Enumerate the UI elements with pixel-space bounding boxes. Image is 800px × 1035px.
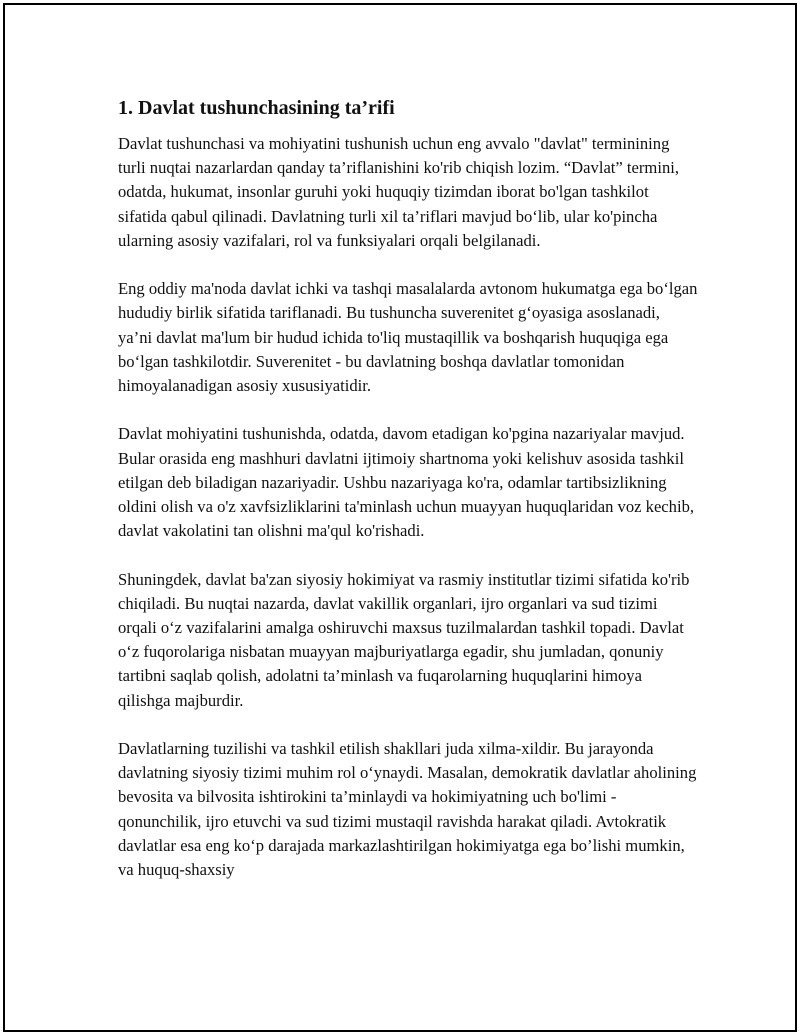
paragraph-5: Davlatlarning tuzilishi va tashkil etilish shakllari juda xilma-xildir. Bu jarayonda davlatning siyosiy tizimi muhim rol o‘ynaydi. Masalan, demokratik davlatlar aholining bevosita va bilvosita ishtirokini ta’minlaydi va hokimiyatning uch bo'limi - qonunchilik, ijro etuvchi va sud tizimi mustaqil ravishda harakat qiladi. Avtokratik davlatlar esa eng ko‘p darajada markazlashtirilgan hokimiyatga ega bo’lishi mumkin, va huquq-shaxsiy — [118, 739, 697, 880]
paragraph-2: Eng oddiy ma'noda davlat ichki va tashqi masalalarda avtonom hukumatga ega bo‘lgan hududiy birlik sifatida tariflanadi. Bu tushuncha suverenitet g‘oyasiga asoslanadi, ya’ni davlat ma'lum bir hudud ichida to'liq mustaqillik va boshqarish huquqiga ega bo‘lgan tashkilotdir. Suverenitet - bu davlatning boshqa davlatlar tomonidan himoyalanadigan asosiy xususiyatidir. — [118, 279, 698, 396]
paragraph-1: Davlat tushunchasi va mohiyatini tushunish uchun eng avvalo "davlat" terminining turli nuqtai nazarlardan qanday ta’riflanishini ko'rib chiqish lozim. “Davlat” termini, odatda, hukumat, insonlar guruhi yoki huquqiy tizimdan iborat bo'lgan tashkilot sifatida qabul qilinadi. Davlatning turli xil ta’riflari mavjud bo‘lib, ular ko'pincha ularning asosiy vazifalari, rol va funksiyalari orqali belgilanadi. — [118, 134, 680, 250]
section-heading: 1. Davlat tushunchasining ta’rifi — [118, 97, 395, 119]
document-body — [118, 95, 698, 906]
paragraph-4: Shuningdek, davlat ba'zan siyosiy hokimiyat va rasmiy institutlar tizimi sifatida ko'rib chiqiladi. Bu nuqtai nazarda, davlat vakillik organlari, ijro organlari va sud tizimi orqali o‘z vazifalarini amalga oshiruvchi maxsus tuzilmalardan tashkil topadi. Davlat o‘z fuqorolariga nisbatan muayyan majburiyatlarga egadir, shu jumladan, qonuniy tartibni saqlab qolish, adolatni ta’minlash va fuqarolarning huquqlarini himoya qilishga majburdir. — [118, 569, 690, 710]
paragraph-3: Davlat mohiyatini tushunishda, odatda, davom etadigan ko'pgina nazariyalar mavjud. Bular orasida eng mashhuri davlatni ijtimoiy shartnoma yoki kelishuv asosida tashkil etilgan deb biladigan nazariyadir. Ushbu nazariyaga ko'ra, odamlar tartibsizlikning oldini olish va o'z xavfsizliklarini ta'minlash uchun muayyan huquqlaridan voz kechib, davlat vakolatini tan olishni ma'qul ko'rishadi. — [118, 424, 695, 541]
